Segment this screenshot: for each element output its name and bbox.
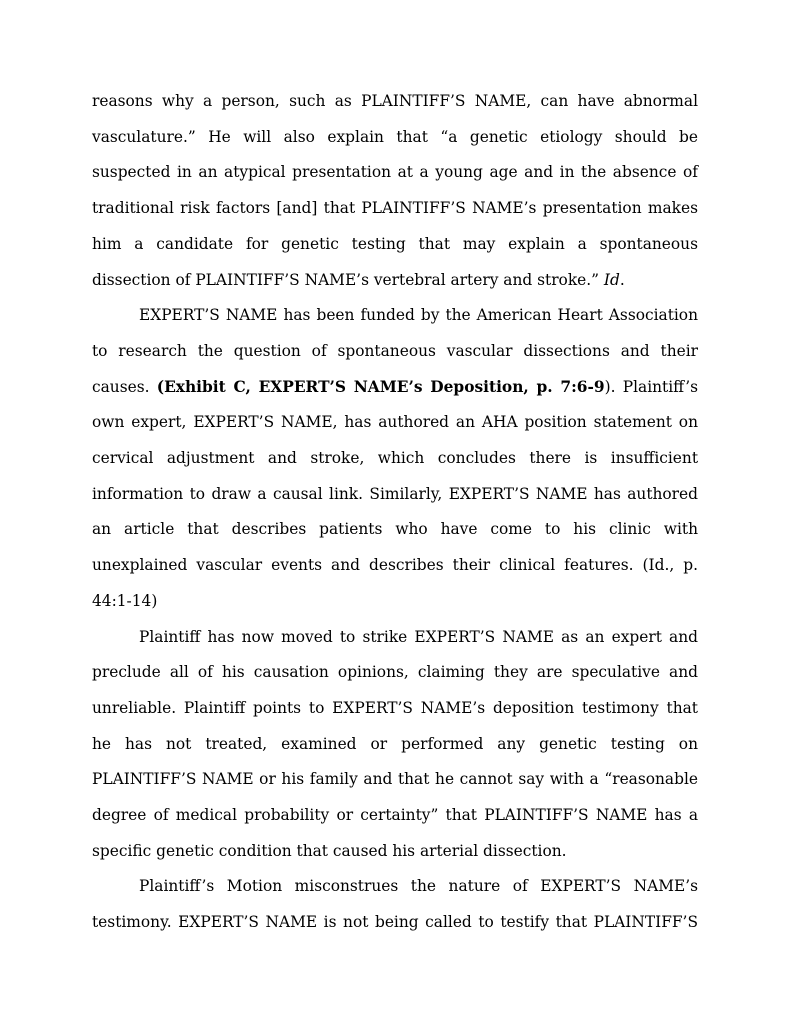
paragraph-4-text: Plaintiff’s Motion misconstrues the nature of EXPERT’S NAME’s testimony. EXPERT’S NAME is not being called to testify that PLAINTIFF’S [92,877,698,932]
id-citation: Id [603,270,620,289]
paragraph-1-end: . [619,270,625,289]
paragraph-3-text: Plaintiff has now moved to strike EXPERT’S NAME as an expert and preclude all of his causation opinions, claiming they are speculative and unreliable. Plaintiff points to EXPERT’S NAME’s deposition testimony that he has not treated, examined or performed any genetic testing on PLAINTIFF’S NAME or his family and that he cannot say with a “reasonable degree of medical probability or certainty” that PLAINTIFF’S NAME has a specific genetic condition that caused his arterial dissection. [92,627,698,860]
paragraph-2-text-a: EXPERT’S NAME has been funded by the American Heart Association to research the question of spontaneous vascular dissections and their causes. [92,306,698,396]
paragraph-1-text: reasons why a person, such as PLAINTIFF’S NAME, can have abnormal vasculature.” He will also explain that “a genetic etiology should be suspected in an atypical presentation at a young age and in the absence of traditional risk factors [and] that PLAINTIFF’S NAME’s presentation makes him a candidate for genetic testing that may explain a spontaneous dissection of PLAINTIFF’S NAME’s vertebral artery and stroke.” [92,92,698,289]
paragraph-2 [92,298,698,619]
paragraph-2-text-b: ). Plaintiff’s own expert, EXPERT’S NAME, has authored an AHA position statement on cervical adjustment and stroke, which concludes there is insufficient information to draw a causal link. Similarly, EXPERT’S NAME has authored an article that describes patients who have come to his clinic with unexplained vascular events and describes their clinical features. (Id., p. 44:1-14) [92,377,698,610]
paragraph-3 [92,620,698,870]
paragraph-4 [92,869,698,940]
document-body [92,84,698,941]
exhibit-reference: (Exhibit C, EXPERT’S NAME’s Deposition, p. 7:6-9 [156,377,605,396]
paragraph-1 [92,84,698,298]
